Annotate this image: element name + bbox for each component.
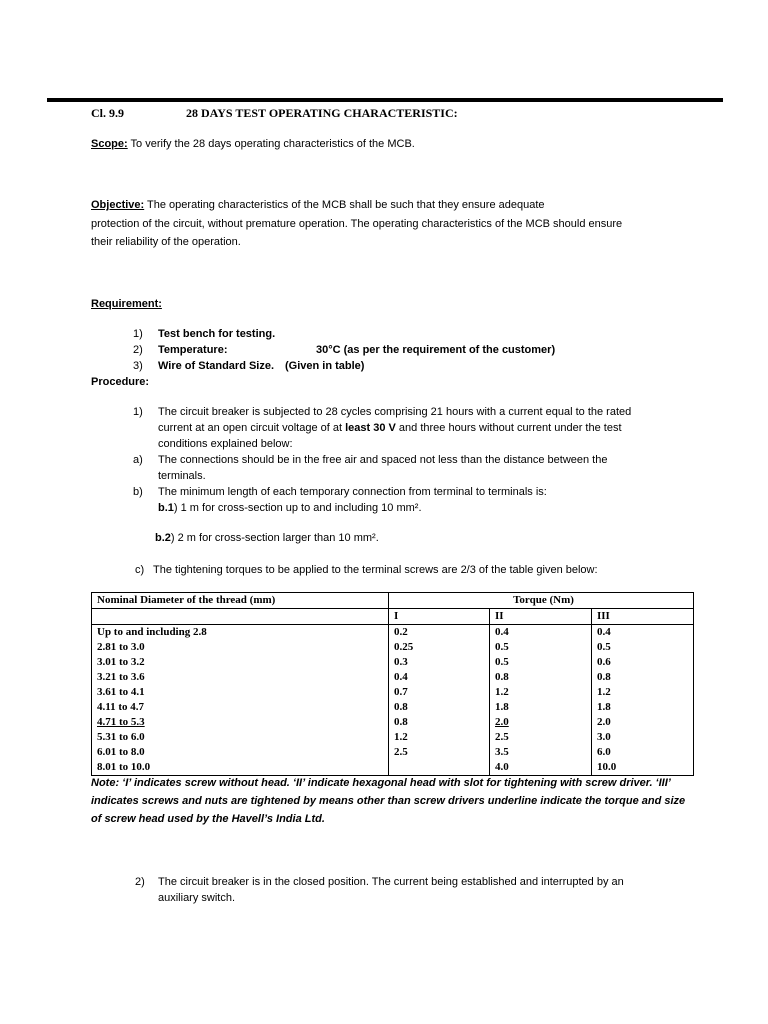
item-b1-label: b.1 [158,502,174,514]
requirement-item-2: Temperature: [158,344,228,356]
table-row [92,730,694,745]
requirement-value-3: (Given in table) [285,360,365,372]
torque-I-cell: 0.3 [389,655,490,670]
step1-line-1: The circuit breaker is subjected to 28 cycles comprising 21 hours with a current equal to the rated [158,406,632,418]
diameter-cell: 2.81 to 3.0 [92,640,389,655]
item-a-line-2: terminals. [158,470,206,482]
table-row [92,625,694,641]
torque-II-cell: 0.8 [490,670,592,685]
diameter-cell: 5.31 to 6.0 [92,730,389,745]
torque-II-cell: 0.5 [490,640,592,655]
subheader-III: III [592,609,694,625]
diameter-cell: 3.21 to 3.6 [92,670,389,685]
subheader-I: I [389,609,490,625]
table-row [92,715,694,730]
torque-III-cell: 1.2 [592,685,694,700]
requirement-value-2: 30°C (as per the requirement of the customer) [316,344,556,356]
table-row [92,640,694,655]
torque-I-cell: 0.4 [389,670,490,685]
torque-II-cell: 1.2 [490,685,592,700]
torque-II-cell: 3.5 [490,745,592,760]
torque-I-cell: 0.7 [389,685,490,700]
objective-text-1: The operating characteristics of the MCB shall be such that they ensure adequate [147,199,545,211]
diameter-cell: Up to and including 2.8 [92,625,389,641]
col-header-torque: Torque (Nm) [389,593,694,609]
torque-I-cell: 2.5 [389,745,490,760]
torque-III-cell: 3.0 [592,730,694,745]
requirement-item-3: Wire of Standard Size. [158,360,275,372]
table-header-row [92,593,694,609]
item-c-num: c) [135,564,145,576]
diameter-cell: 3.61 to 4.1 [92,685,389,700]
step1-line-3: conditions explained below: [158,438,293,450]
clause-number: Cl. 9.9 [91,106,124,120]
requirement-num-1: 1) [133,328,143,340]
torque-II-cell: 1.8 [490,700,592,715]
torque-III-cell: 1.8 [592,700,694,715]
step1-line-2 [158,420,622,436]
item-a-line-1: The connections should be in the free air and spaced not less than the distance between the [158,454,608,466]
item-b2-label: b.2 [155,532,171,544]
objective-text-2: protection of the circuit, without premature operation. The operating characteristics of the MCB should ensure [91,218,623,230]
torque-I-cell: 0.8 [389,700,490,715]
step1-line-2-pre: current at an open circuit voltage of at [158,422,346,434]
torque-I-cell: 1.2 [389,730,490,745]
objective-label: Objective: [91,199,145,211]
torque-II-cell: 4.0 [490,760,592,776]
item-b-num: b) [133,486,143,498]
torque-III-cell: 0.6 [592,655,694,670]
table-row [92,670,694,685]
col-header-diameter: Nominal Diameter of the thread (mm) [92,593,389,609]
objective-line-1 [91,197,545,213]
torque-III-cell: 0.8 [592,670,694,685]
scope-text: To verify the 28 days operating characteristics of the MCB. [130,138,415,150]
table-subheader-row [92,609,694,625]
diameter-cell: 3.01 to 3.2 [92,655,389,670]
torque-I-cell: 0.8 [389,715,490,730]
objective-text-3: their reliability of the operation. [91,236,241,248]
torque-II-cell: 2.0 [490,715,592,730]
scope-label: Scope: [91,138,128,150]
torque-III-cell: 2.0 [592,715,694,730]
torque-III-cell: 10.0 [592,760,694,776]
step1-num: 1) [133,406,143,418]
table-row [92,685,694,700]
item-a-num: a) [133,454,143,466]
torque-II-cell: 0.5 [490,655,592,670]
step2-line-1: The circuit breaker is in the closed position. The current being established and interrupted by an [158,876,624,888]
torque-III-cell: 0.4 [592,625,694,641]
diameter-cell: 4.11 to 4.7 [92,700,389,715]
table-note: Note: ‘I’ indicates screw without head. ‘II’ indicate hexagonal head with slot for tightening with screw driver. ‘III’ indicates screws and nuts are tightened by means other than screw drivers underline indicate the torque and size of screw head used by the Havell’s India Ltd. [91,777,686,825]
torque-table [91,592,694,776]
requirement-num-2: 2) [133,344,143,356]
item-b2-text: ) 2 m for cross-section larger than 10 mm². [170,532,379,544]
step2-line-2: auxiliary switch. [158,892,236,904]
step2-num: 2) [135,876,145,888]
table-row [92,655,694,670]
torque-I-cell: 0.2 [389,625,490,641]
torque-I-cell: 0.25 [389,640,490,655]
top-rule [47,98,723,102]
procedure-label: Procedure: [91,376,150,388]
step1-line-2-post: and three hours without current under the test [395,422,622,434]
item-c-text: The tightening torques to be applied to the terminal screws are 2/3 of the table given below: [153,564,598,576]
requirement-item-1: Test bench for testing. [158,328,276,340]
scope-line [91,136,415,152]
torque-II-cell: 2.5 [490,730,592,745]
requirement-num-3: 3) [133,360,143,372]
diameter-cell: 8.01 to 10.0 [92,760,389,776]
item-b1-text: ) 1 m for cross-section up to and including 10 mm². [173,502,422,514]
table-row [92,745,694,760]
torque-III-cell: 0.5 [592,640,694,655]
diameter-cell: 4.71 to 5.3 [92,715,389,730]
item-b1 [158,500,422,516]
table-row [92,700,694,715]
diameter-cell: 6.01 to 8.0 [92,745,389,760]
torque-II-cell: 0.4 [490,625,592,641]
page-title: 28 DAYS TEST OPERATING CHARACTERISTIC: [186,106,458,120]
item-b2 [155,530,379,546]
requirement-label: Requirement: [91,298,162,310]
item-b-line-1: The minimum length of each temporary connection from terminal to terminals is: [158,486,547,498]
step1-voltage: least 30 V [345,422,396,434]
torque-III-cell: 6.0 [592,745,694,760]
subheader-II: II [490,609,592,625]
